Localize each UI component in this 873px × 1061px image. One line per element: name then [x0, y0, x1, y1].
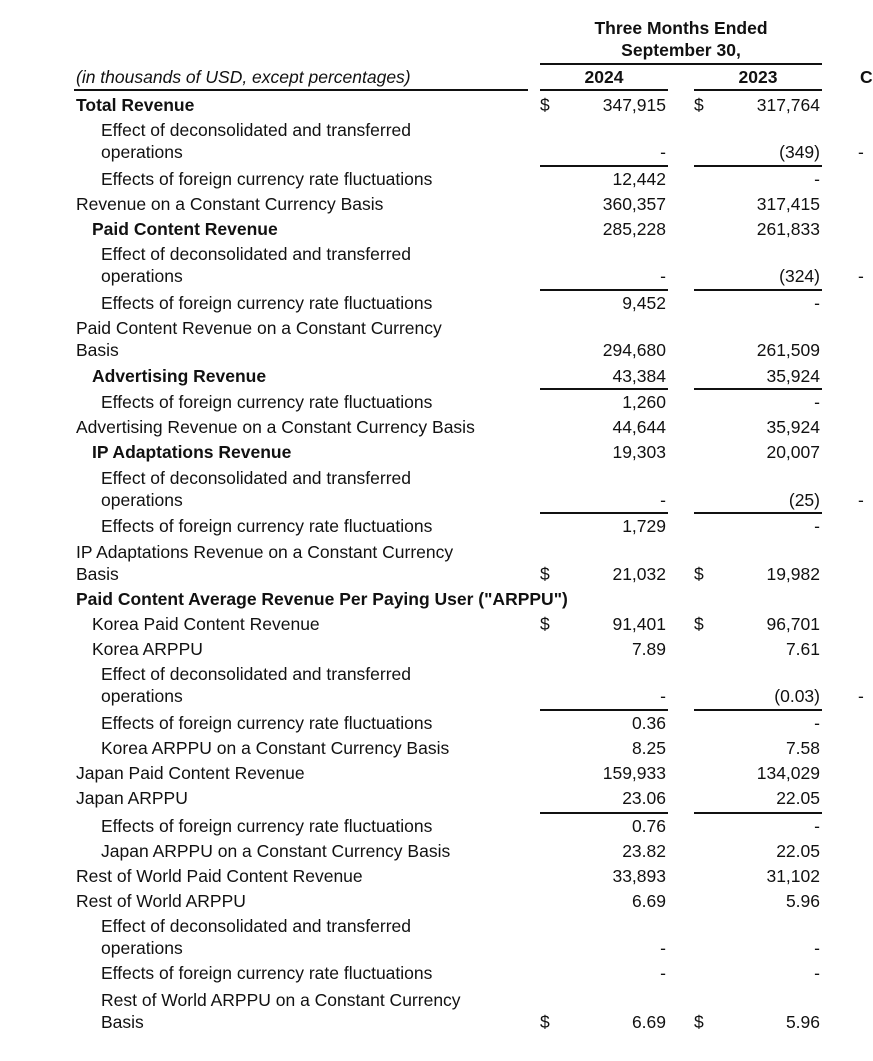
value-2023: 261,509	[756, 340, 820, 360]
value-2024: 0.76	[631, 816, 666, 836]
subtotal-rule-2024	[540, 812, 668, 814]
row-label: Paid Content Revenue	[92, 219, 278, 239]
value-2023: -	[814, 293, 820, 313]
row-label: Korea Paid Content Revenue	[92, 614, 320, 634]
subtotal-rule-2024	[540, 512, 668, 514]
column-header-2024: 2024	[584, 67, 624, 87]
value-2024: 23.82	[622, 841, 666, 861]
value-2024: -	[660, 686, 666, 706]
value-2023: 19,982	[766, 564, 820, 584]
value-2023: 22.05	[776, 788, 820, 808]
row-label: IP Adaptations Revenue	[92, 442, 292, 462]
value-2023: -	[814, 816, 820, 836]
value-2023: (25)	[788, 490, 820, 510]
value-2023: -	[814, 713, 820, 733]
row-label-continued: operations	[101, 938, 183, 958]
row-label: Effect of deconsolidated and transferred	[101, 916, 412, 936]
subtotal-rule-2023	[694, 709, 822, 711]
subtotal-rule-2023	[694, 289, 822, 291]
row-label: Effect of deconsolidated and transferred	[101, 244, 412, 264]
row-label-continued: operations	[101, 142, 183, 162]
value-2024: 43,384	[612, 366, 666, 386]
value-2024: 6.69	[631, 1012, 666, 1032]
value-2024: 8.25	[631, 738, 666, 758]
units-caption: (in thousands of USD, except percentages)	[76, 67, 411, 87]
value-2024: 0.36	[631, 713, 666, 733]
value-2023: 7.61	[785, 639, 820, 659]
value-2023: (349)	[779, 142, 820, 162]
subtotal-rule-2024	[540, 709, 668, 711]
row-label: Korea ARPPU on a Constant Currency Basis	[101, 738, 450, 758]
value-2024: 19,303	[612, 442, 666, 462]
value-2024: 1,260	[622, 392, 666, 412]
row-label: Effect of deconsolidated and transferred	[101, 664, 412, 684]
value-2024: 159,933	[602, 763, 666, 783]
value-2024: -	[660, 938, 666, 958]
row-label: Advertising Revenue on a Constant Currency Basis	[76, 417, 475, 437]
row-label: Effects of foreign currency rate fluctuations	[101, 963, 433, 983]
value-2024: 9,452	[622, 293, 666, 313]
subtotal-rule-2023	[694, 388, 822, 390]
row-label: Effects of foreign currency rate fluctuations	[101, 713, 433, 733]
row-label-continued: Basis	[101, 1012, 144, 1032]
value-2024: -	[660, 142, 666, 162]
value-2024: 285,228	[602, 219, 666, 239]
subtotal-rule-2024	[540, 388, 668, 390]
value-2023: 20,007	[766, 442, 820, 462]
currency-symbol-2023: $	[694, 564, 704, 584]
currency-symbol-2023: $	[694, 1012, 704, 1032]
cut-off-column-value: -	[858, 266, 864, 286]
row-label: Effects of foreign currency rate fluctuations	[101, 816, 433, 836]
row-label: Rest of World ARPPU	[76, 891, 246, 911]
value-2023: 31,102	[766, 866, 820, 886]
value-2023: 5.96	[785, 1012, 820, 1032]
row-label: Effects of foreign currency rate fluctuations	[101, 392, 433, 412]
row-label: Korea ARPPU	[92, 639, 203, 659]
header-underline-label	[74, 89, 528, 91]
row-label: Advertising Revenue	[92, 366, 267, 386]
row-label: Revenue on a Constant Currency Basis	[76, 194, 384, 214]
value-2023: 96,701	[766, 614, 820, 634]
value-2023: -	[814, 516, 820, 536]
value-2023: 35,924	[766, 366, 820, 386]
cut-off-column-value: -	[858, 686, 864, 706]
value-2024: 360,357	[602, 194, 666, 214]
row-label: Japan ARPPU on a Constant Currency Basis	[101, 841, 451, 861]
value-2023: 7.58	[785, 738, 820, 758]
row-label: Rest of World Paid Content Revenue	[76, 866, 363, 886]
period-header-line1: Three Months Ended	[594, 18, 768, 38]
period-header-rule	[540, 63, 822, 65]
value-2024: 12,442	[612, 169, 666, 189]
header-underline-2023	[694, 89, 822, 91]
currency-symbol-2024: $	[540, 95, 550, 115]
row-label-continued: operations	[101, 266, 183, 286]
value-2023: -	[814, 963, 820, 983]
column-header-2023: 2023	[738, 67, 778, 87]
value-2024: 347,915	[602, 95, 666, 115]
row-label-continued: Basis	[76, 340, 119, 360]
cut-off-column-header: C	[860, 67, 873, 87]
row-label: IP Adaptations Revenue on a Constant Currency	[76, 542, 454, 562]
value-2023: 5.96	[785, 891, 820, 911]
currency-symbol-2024: $	[540, 564, 550, 584]
row-label: Effects of foreign currency rate fluctuations	[101, 293, 433, 313]
currency-symbol-2023: $	[694, 614, 704, 634]
value-2024: 7.89	[631, 639, 666, 659]
value-2024: 91,401	[612, 614, 666, 634]
row-label: Effects of foreign currency rate fluctuations	[101, 516, 433, 536]
row-label: Total Revenue	[76, 95, 195, 115]
value-2024: -	[660, 266, 666, 286]
currency-symbol-2024: $	[540, 1012, 550, 1032]
value-2024: 33,893	[612, 866, 666, 886]
value-2023: (0.03)	[774, 686, 820, 706]
cut-off-column-value: -	[858, 490, 864, 510]
value-2024: 1,729	[622, 516, 666, 536]
row-label: Paid Content Average Revenue Per Paying User ("ARPPU")	[76, 589, 568, 609]
value-2023: 22.05	[776, 841, 820, 861]
value-2024: 44,644	[612, 417, 666, 437]
value-2023: 134,029	[756, 763, 820, 783]
row-label-continued: operations	[101, 686, 183, 706]
value-2024: 294,680	[602, 340, 666, 360]
row-label-continued: operations	[101, 490, 183, 510]
row-label: Japan Paid Content Revenue	[76, 763, 305, 783]
value-2024: 6.69	[631, 891, 666, 911]
header-underline-2024	[540, 89, 668, 91]
row-label: Japan ARPPU	[76, 788, 188, 808]
row-label: Rest of World ARPPU on a Constant Currency	[101, 990, 461, 1010]
currency-symbol-2023: $	[694, 95, 704, 115]
value-2023: -	[814, 938, 820, 958]
value-2024: -	[660, 490, 666, 510]
row-label: Paid Content Revenue on a Constant Currency	[76, 318, 442, 338]
value-2024: 21,032	[612, 564, 666, 584]
value-2023: 261,833	[756, 219, 820, 239]
value-2024: 23.06	[622, 788, 666, 808]
value-2023: 317,415	[756, 194, 820, 214]
value-2023: -	[814, 392, 820, 412]
subtotal-rule-2023	[694, 812, 822, 814]
value-2023: -	[814, 169, 820, 189]
subtotal-rule-2024	[540, 165, 668, 167]
period-header-line2: September 30,	[621, 40, 741, 60]
value-2023: 317,764	[756, 95, 820, 115]
value-2024: -	[660, 963, 666, 983]
subtotal-rule-2024	[540, 289, 668, 291]
currency-symbol-2024: $	[540, 614, 550, 634]
cut-off-column-value: -	[858, 142, 864, 162]
row-label: Effect of deconsolidated and transferred	[101, 468, 412, 488]
row-label: Effect of deconsolidated and transferred	[101, 120, 412, 140]
value-2023: 35,924	[766, 417, 820, 437]
row-label-continued: Basis	[76, 564, 119, 584]
value-2023: (324)	[779, 266, 820, 286]
subtotal-rule-2023	[694, 165, 822, 167]
subtotal-rule-2023	[694, 512, 822, 514]
row-label: Effects of foreign currency rate fluctuations	[101, 169, 433, 189]
